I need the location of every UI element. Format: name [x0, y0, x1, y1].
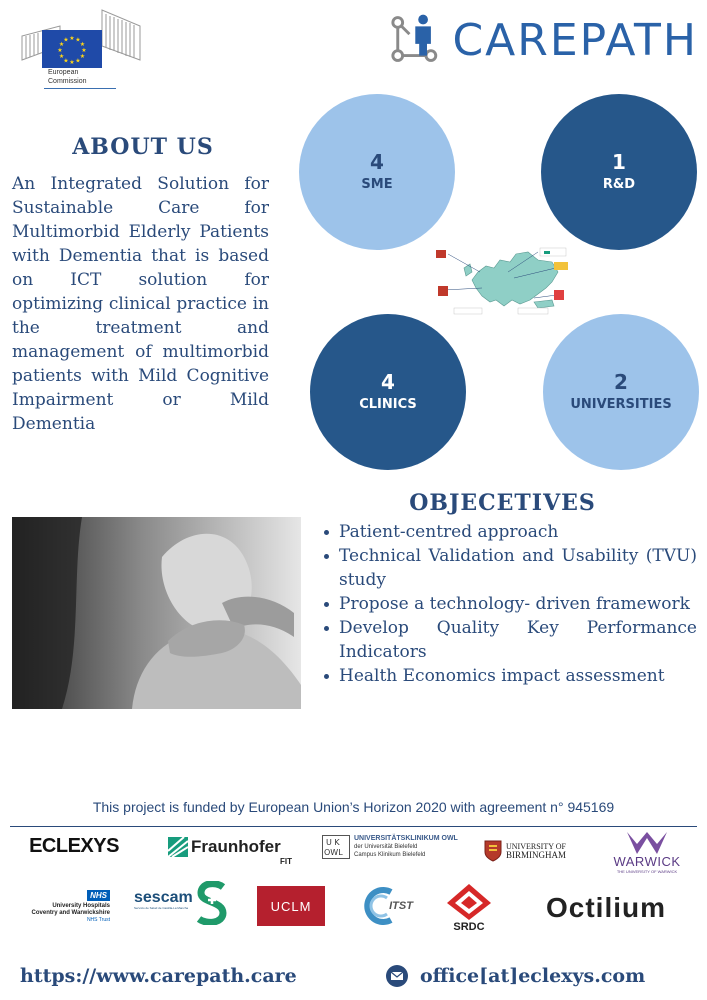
- about-description: An Integrated Solution for Sustainable Care for Multimorbid Elderly Patients with Dementia that is based on ICT solution for optimizing clinical practice in the treatment and management of multimorbid patients with Mild Cognitive Impairment or Mild Dementia: [12, 174, 269, 434]
- birmingham-line2: BIRMINGHAM: [506, 850, 567, 860]
- email-contact[interactable]: [386, 965, 645, 987]
- objectives-title: OBJECETIVES: [409, 490, 596, 516]
- eu-flag-icon: [42, 30, 102, 68]
- svg-text:★: ★: [69, 59, 75, 66]
- svg-text:★: ★: [75, 57, 81, 65]
- carepath-logo: [388, 12, 698, 68]
- stat-value: 4: [381, 370, 395, 394]
- stat-label: CLINICS: [359, 397, 417, 412]
- ec-label-line2: Commission: [48, 78, 87, 85]
- funding-statement: This project is funded by European Union’s Horizon 2020 with agreement n° 945169: [92, 799, 615, 815]
- elderly-care-photo: [12, 517, 301, 709]
- fraunhofer-sub: FIT: [280, 856, 292, 866]
- partner-logo-octilium: [522, 894, 690, 922]
- svg-text:U K: U K: [326, 838, 340, 847]
- svg-text:★: ★: [63, 57, 69, 65]
- nhs-line2: Coventry and Warwickshire: [31, 910, 110, 916]
- email-address[interactable]: office[at]eclexys.com: [420, 965, 646, 987]
- europe-partner-map: [434, 242, 574, 318]
- stat-label: UNIVERSITIES: [570, 397, 672, 412]
- svg-text:★: ★: [79, 41, 86, 48]
- stat-universities: [543, 314, 699, 470]
- partner-logo-birmingham: [484, 838, 580, 864]
- stat-rnd: [541, 94, 697, 250]
- partner-logo-itst: [354, 884, 420, 928]
- ec-label: [48, 68, 87, 86]
- stat-value: 1: [612, 150, 626, 174]
- partner-logo-warwick: [604, 830, 690, 876]
- ec-divider: [44, 88, 116, 89]
- svg-text:★: ★: [81, 47, 87, 54]
- nhs-line1: University Hospitals: [52, 903, 110, 909]
- ec-label-line1: European: [48, 69, 79, 76]
- ukowl-line1: UNIVERSITÄTSKLINIKUM OWL: [354, 835, 458, 842]
- partner-logo-fraunhofer: [168, 830, 292, 872]
- stat-value: 2: [614, 370, 628, 394]
- svg-text:★: ★: [63, 36, 69, 44]
- objective-item: Develop Quality Key Performance Indicators: [320, 616, 697, 664]
- srdc-wordmark: SRDC: [453, 921, 485, 933]
- objective-item: Health Economics impact assessment: [320, 664, 697, 688]
- stat-label: SME: [361, 177, 393, 192]
- objective-item: Technical Validation and Usability (TVU) study: [320, 544, 697, 592]
- octilium-wordmark: Octilium: [545, 892, 666, 923]
- itst-wordmark: ITST: [389, 900, 413, 912]
- stat-label: R&D: [602, 177, 636, 192]
- ukowl-line3: Campus Klinikum Bielefeld: [354, 852, 426, 858]
- carepath-network-icon: [388, 12, 448, 68]
- svg-text:OWL: OWL: [324, 848, 343, 857]
- svg-text:★: ★: [79, 53, 86, 60]
- uclm-wordmark: UCLM: [270, 898, 312, 914]
- partner-logo-srdc: [442, 880, 496, 936]
- nhs-badge: NHS: [87, 890, 110, 901]
- svg-text:★: ★: [75, 36, 81, 44]
- sescam-sub: Servicio de Salud de Castilla-La Mancha: [134, 906, 189, 910]
- eclexys-wordmark: ECLEXYS: [29, 834, 119, 857]
- nhs-line3: NHS Trust: [86, 917, 110, 923]
- stat-clinics: [310, 314, 466, 470]
- objective-item: Patient-centred approach: [320, 520, 697, 544]
- fraunhofer-icon: [168, 837, 188, 857]
- warwick-icon: [627, 832, 667, 854]
- partner-logo-sescam: [134, 880, 236, 926]
- ukowl-icon: [322, 835, 350, 859]
- svg-text:★: ★: [58, 41, 65, 48]
- about-title: ABOUT US: [72, 134, 214, 160]
- partner-logo-eclexys: [22, 832, 126, 860]
- european-commission-logo: [20, 6, 142, 90]
- warwick-sub: THE UNIVERSITY OF WARWICK: [616, 869, 678, 874]
- sescam-s-icon: [197, 881, 227, 925]
- fraunhofer-wordmark: Fraunhofer: [191, 836, 281, 856]
- birmingham-crest-icon: [484, 840, 502, 862]
- objective-item: Propose a technology- driven framework: [320, 592, 697, 616]
- mail-icon: [386, 965, 408, 987]
- carepath-wordmark: CAREPATH: [452, 14, 698, 66]
- svg-text:★: ★: [69, 35, 75, 42]
- stat-sme: [299, 94, 455, 250]
- srdc-icon: [445, 883, 493, 921]
- partner-logo-ukowl: [322, 834, 462, 860]
- birmingham-line1: UNIVERSITY OF: [506, 842, 566, 851]
- objectives-list: [320, 520, 697, 688]
- svg-text:★: ★: [57, 47, 63, 54]
- partner-logo-uclm: [257, 886, 325, 926]
- website-link[interactable]: https://www.carepath.care: [20, 965, 297, 987]
- svg-text:★: ★: [58, 53, 65, 60]
- ukowl-line2: der Universität Bielefeld: [354, 844, 418, 850]
- funding-divider: [10, 826, 697, 827]
- sescam-wordmark: sescam: [134, 889, 193, 906]
- stat-value: 4: [370, 150, 384, 174]
- partner-logo-nhs-uhcw: [26, 890, 110, 924]
- warwick-wordmark: WARWICK: [613, 854, 681, 869]
